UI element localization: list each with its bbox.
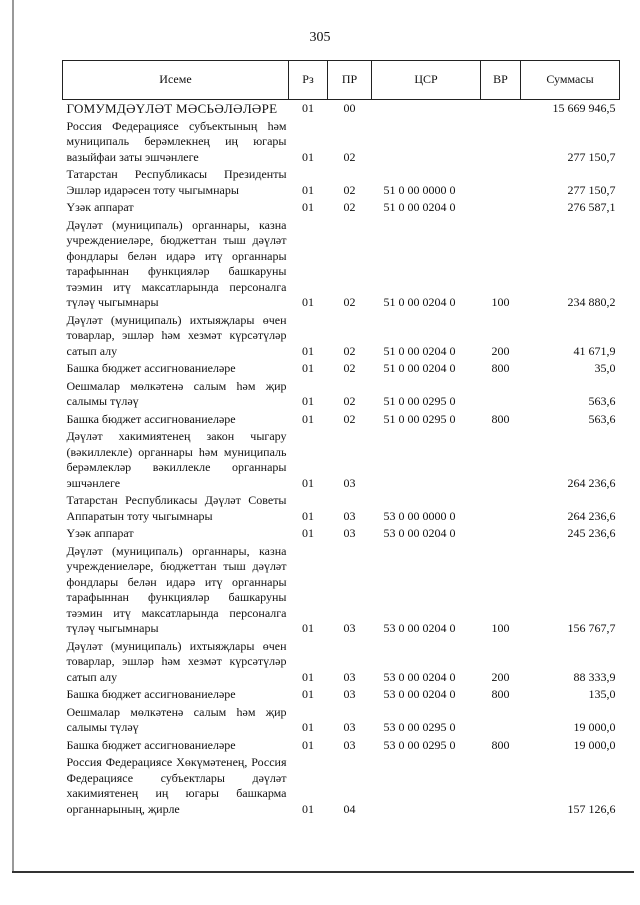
cell-vr: [481, 704, 521, 737]
cell-pr: 00: [343, 101, 356, 115]
table-row: [63, 737, 620, 755]
table-row: [63, 492, 620, 525]
cell-vr: [481, 525, 521, 543]
cell-name: Дәүләт (муниципаль) органнары, казна учреждениеләре, бюджеттан тыш дәүләт фондлары белән идарә итү органнары тарафыннан функцияләр башкаруны тәэмин итү максатларында персоналга түләү чыгымнары: [66, 543, 287, 635]
cell-pr: 02: [343, 182, 356, 197]
cell-name: Үзәк аппарат: [66, 526, 134, 540]
table-row: [63, 428, 620, 492]
table-body: [63, 100, 620, 819]
cell-sum: 234 880,2: [567, 295, 616, 309]
cell-rz: 01: [302, 394, 314, 408]
cell-vr: 800: [491, 361, 510, 375]
cell-vr: [481, 166, 521, 199]
cell-sum: 563,6: [588, 394, 616, 408]
table-row: [63, 378, 620, 411]
cell-vr: 100: [491, 295, 510, 309]
cell-rz: 01: [302, 101, 314, 115]
table-row: [63, 638, 620, 687]
cell-name: Оешмалар мөлкәтенә салым һәм җир салымы түләү: [66, 378, 287, 408]
cell-sum: 35,0: [594, 361, 616, 375]
cell-sum: 15 669 946,5: [552, 101, 616, 115]
table-row: [63, 543, 620, 638]
cell-csr: 53 0 00 0295 0: [383, 720, 456, 734]
cell-name: Оешмалар мөлкәтенә салым һәм җир салымы түләү: [66, 704, 287, 734]
cell-csr: 53 0 00 0204 0: [383, 526, 456, 540]
cell-vr: [481, 428, 521, 492]
cell-vr: [481, 118, 521, 167]
cell-sum: 264 236,6: [567, 475, 616, 490]
cell-vr: 200: [491, 669, 510, 684]
cell-name: Россия Федерациясе Хөкүмәтенең, Россия Федерациясе субъектлары дәүләт хакимиятенең иң югары башкарма органнарының, җирле: [66, 755, 287, 816]
cell-sum: 135,0: [588, 687, 616, 701]
cell-pr: 03: [343, 508, 356, 523]
header-csr: ЦСР: [372, 61, 481, 100]
cell-pr: 03: [343, 687, 356, 701]
cell-vr: [481, 754, 521, 818]
cell-vr: [481, 492, 521, 525]
table-row: [63, 217, 620, 312]
table-row: [63, 525, 620, 543]
cell-rz: 01: [302, 361, 314, 375]
cell-vr: [481, 199, 521, 217]
cell-name: Дәүләт (муниципаль) ихтыяҗлары өчен товарлар, эшләр һәм хезмәт күрсәтүләр сатып алу: [66, 312, 287, 358]
cell-csr: 51 0 00 0204 0: [383, 343, 456, 358]
budget-table-wrapper: [62, 60, 619, 818]
cell-sum: 19 000,0: [573, 720, 616, 734]
cell-vr: [481, 378, 521, 411]
cell-sum: 563,6: [588, 411, 616, 426]
cell-sum: 156 767,7: [567, 621, 616, 635]
cell-pr: 03: [343, 669, 356, 684]
cell-rz: 01: [302, 508, 314, 523]
cell-csr: 53 0 00 0204 0: [383, 687, 456, 701]
scan-left-edge: [12, 0, 14, 873]
cell-rz: 01: [302, 737, 314, 752]
cell-rz: 01: [302, 801, 314, 816]
table-row: [63, 199, 620, 217]
header-rz: Рз: [289, 61, 328, 100]
cell-sum: 88 333,9: [573, 669, 616, 684]
cell-csr: [372, 754, 481, 818]
cell-csr: 51 0 00 0000 0: [383, 182, 456, 197]
cell-rz: 01: [302, 621, 314, 635]
cell-sum: 276 587,1: [567, 200, 616, 214]
header-vr: ВР: [481, 61, 521, 100]
table-row: [63, 360, 620, 378]
cell-csr: 51 0 00 0204 0: [383, 361, 456, 375]
header-sum: Суммасы: [521, 61, 620, 100]
table-row: [63, 166, 620, 199]
cell-sum: 264 236,6: [567, 508, 616, 523]
cell-csr: 53 0 00 0204 0: [383, 621, 456, 635]
cell-csr: 51 0 00 0204 0: [383, 295, 456, 309]
header-name: Исеме: [63, 61, 289, 100]
cell-name: Дәүләт (муниципаль) органнары, казна учреждениеләре, бюджеттан тыш дәүләт фондлары белән идарә итү органнары тарафыннан функцияләр башкаруны тәэмин итү максатларында персоналга түләү чыгымнары: [66, 217, 287, 309]
cell-pr: 03: [343, 737, 356, 752]
cell-pr: 03: [343, 475, 356, 490]
cell-rz: 01: [302, 475, 314, 490]
header-pr: ПР: [328, 61, 372, 100]
cell-pr: 02: [343, 394, 356, 408]
cell-sum: 41 671,9: [573, 343, 616, 358]
cell-rz: 01: [302, 669, 314, 684]
cell-name: Татарстан Республикасы Дәүләт Советы Аппаратын тоту чыгымнары: [66, 493, 287, 523]
cell-csr: 53 0 00 0295 0: [383, 737, 456, 752]
cell-csr: 51 0 00 0204 0: [383, 200, 456, 214]
cell-rz: 01: [302, 343, 314, 358]
cell-rz: 01: [302, 295, 314, 309]
cell-csr: 53 0 00 0000 0: [383, 508, 456, 523]
cell-name: Башка бюджет ассигнованиеләре: [66, 411, 236, 426]
cell-pr: 03: [343, 621, 356, 635]
cell-rz: 01: [302, 411, 314, 426]
cell-csr: 53 0 00 0204 0: [383, 669, 456, 684]
scan-bottom-edge: [12, 871, 634, 873]
table-row: [63, 100, 620, 118]
cell-sum: 277 150,7: [567, 182, 616, 197]
table-row: [63, 411, 620, 429]
budget-table: [62, 60, 620, 818]
cell-name: Дәүләт (муниципаль) ихтыяҗлары өчен товарлар, эшләр һәм хезмәт күрсәтүләр сатып алу: [66, 638, 287, 684]
cell-name: Үзәк аппарат: [66, 200, 134, 214]
cell-pr: 03: [343, 720, 356, 734]
cell-rz: 01: [302, 720, 314, 734]
cell-vr: 200: [491, 343, 510, 358]
table-header-row: [63, 61, 620, 100]
cell-rz: 01: [302, 526, 314, 540]
cell-vr: 800: [491, 687, 510, 701]
cell-name: Башка бюджет ассигнованиеләре: [66, 687, 236, 701]
cell-name: ГОМУМДӘҮЛӘТ МӘСЬӘЛӘЛӘРЕ: [66, 101, 278, 116]
cell-rz: 01: [302, 687, 314, 701]
table-row: [63, 704, 620, 737]
cell-vr: 800: [491, 737, 510, 752]
cell-sum: 19 000,0: [573, 737, 616, 752]
cell-csr: [372, 118, 481, 167]
table-row: [63, 754, 620, 818]
table-row: [63, 686, 620, 704]
cell-name: Татарстан Республикасы Президенты Эшләр идарәсен тоту чыгымнары: [66, 167, 287, 197]
cell-pr: 04: [343, 801, 356, 816]
cell-vr: 800: [491, 411, 510, 426]
cell-pr: 03: [343, 526, 356, 540]
cell-csr: 51 0 00 0295 0: [383, 394, 456, 408]
page-number: 305: [309, 30, 331, 45]
cell-vr: [481, 100, 521, 118]
cell-pr: 02: [343, 361, 356, 375]
cell-name: Дәүләт хакимиятенең закон чыгару (вәкиллекле) органнары һәм муниципаль берәмлекләр вәкиллекле органнары эшчәнлеге: [66, 429, 287, 490]
cell-sum: 277 150,7: [567, 149, 616, 164]
cell-name: Россия Федерациясе субъектының һәм муниципаль берәмлекнең иң югары вазыйфаи заты эшчәнлеге: [66, 118, 287, 164]
cell-rz: 01: [302, 182, 314, 197]
table-row: [63, 118, 620, 167]
cell-csr: 51 0 00 0295 0: [383, 411, 456, 426]
cell-pr: 02: [343, 343, 356, 358]
cell-pr: 02: [343, 295, 356, 309]
cell-pr: 02: [343, 411, 356, 426]
cell-rz: 01: [302, 149, 314, 164]
cell-csr: [372, 428, 481, 492]
cell-name: Башка бюджет ассигнованиеләре: [66, 361, 236, 375]
cell-pr: 02: [343, 200, 356, 214]
cell-pr: 02: [343, 149, 356, 164]
cell-csr: [372, 100, 481, 118]
cell-sum: 245 236,6: [567, 526, 616, 540]
cell-name: Башка бюджет ассигнованиеләре: [66, 737, 236, 752]
cell-vr: 100: [491, 621, 510, 635]
cell-sum: 157 126,6: [567, 801, 616, 816]
cell-rz: 01: [302, 200, 314, 214]
table-row: [63, 312, 620, 361]
